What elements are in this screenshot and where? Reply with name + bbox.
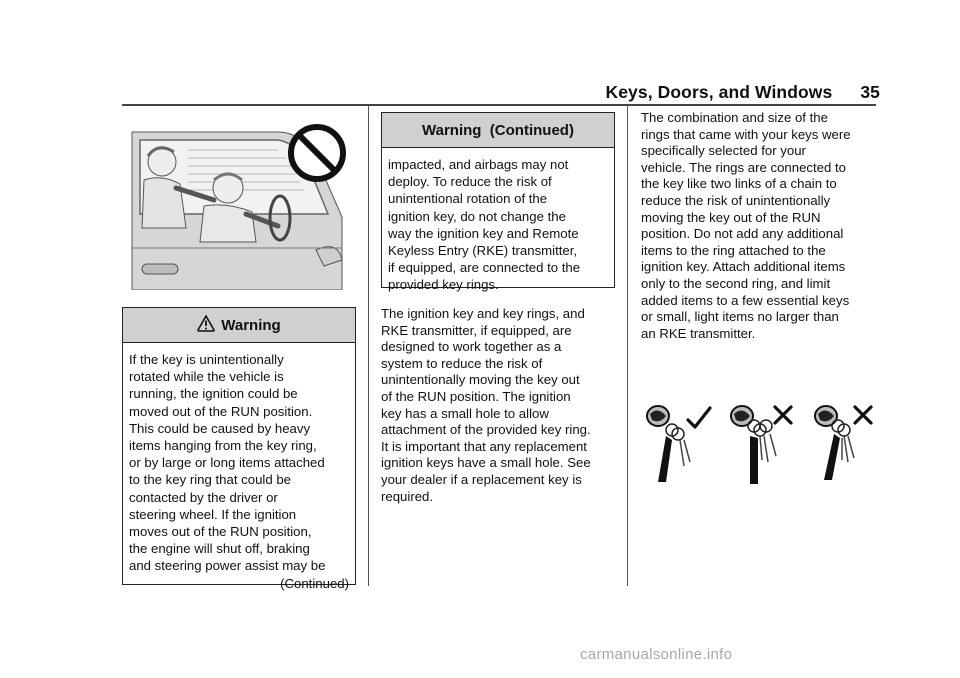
page-number: 35	[860, 82, 880, 102]
text-line: position. Do not add any additional	[641, 226, 844, 242]
warning-text	[123, 343, 355, 575]
warning-continued-box	[381, 112, 615, 293]
watermark: carmanualsonline.info	[580, 646, 733, 663]
text-line: required.	[381, 488, 434, 504]
text-line: reduce the risk of unintentionally	[641, 192, 831, 208]
text-line: or small, light items no larger than	[641, 309, 839, 325]
column-divider-2	[627, 106, 628, 586]
text-line: ignition key. Attach additional items	[641, 259, 846, 275]
text-line: unintentionally moving the key out	[381, 372, 580, 388]
warning-line: or by large or long items attached	[129, 455, 325, 471]
warning-continued-title: Warning (Continued)	[422, 121, 574, 139]
text-line: items to the ring attached to the	[641, 242, 826, 258]
warning-continued-text	[382, 148, 614, 294]
warning-line: This could be caused by heavy	[129, 420, 311, 436]
ignition-key-paragraph	[381, 306, 621, 505]
text-line: vehicle. The rings are connected to	[641, 159, 847, 175]
warning-line: to the key ring that could be	[129, 472, 292, 488]
text-line: system to reduce the risk of	[381, 355, 543, 371]
warning-line: contacted by the driver or	[129, 489, 278, 505]
text-line: moving the key out of the RUN	[641, 209, 821, 225]
warning-line: items hanging from the key ring,	[129, 438, 317, 454]
text-line: added items to a few essential keys	[641, 292, 850, 308]
continued-label: (Continued)	[280, 575, 349, 591]
key-set-incorrect	[728, 400, 798, 490]
warning-continued-header	[382, 113, 614, 148]
key-ring-illustration	[644, 400, 880, 490]
text-line: key has a small hole to allow	[381, 405, 549, 421]
warning-triangle-icon	[197, 315, 215, 336]
section-title: Keys, Doors, and Windows	[605, 82, 833, 102]
key-rings-paragraph	[641, 110, 886, 342]
warning-line: If the key is unintentionally	[129, 352, 284, 367]
key-set-incorrect	[812, 400, 880, 490]
text-line: RKE transmitter, if equipped, are	[381, 322, 572, 338]
warning-line: if equipped, are connected to the	[388, 260, 581, 276]
warning-header	[123, 308, 355, 343]
header-rule	[122, 104, 876, 106]
warning-line: Keyless Entry (RKE) transmitter,	[388, 243, 578, 259]
text-line: designed to work together as a	[381, 339, 562, 355]
prohibited-icon	[286, 122, 348, 184]
warning-line: and steering power assist may be	[129, 558, 326, 574]
warning-box	[122, 307, 356, 591]
warning-line: rotated while the vehicle is	[129, 369, 284, 385]
warning-line: provided key rings.	[388, 277, 499, 293]
text-line: ignition keys have a small hole. See	[381, 455, 591, 471]
warning-line: the engine will shut off, braking	[129, 541, 310, 557]
warning-line: running, the ignition could be	[129, 386, 298, 402]
warning-line: way the ignition key and Remote	[388, 225, 579, 241]
x-mark-icon	[852, 404, 874, 431]
x-mark-icon	[772, 404, 794, 431]
text-line: your dealer if a replacement key is	[381, 471, 582, 487]
text-line: The ignition key and key rings, and	[381, 306, 585, 321]
text-line: an RKE transmitter.	[641, 325, 756, 341]
text-line: attachment of the provided key ring.	[381, 422, 591, 438]
text-line: only to the second ring, and limit	[641, 275, 831, 291]
warning-line: moves out of the RUN position,	[129, 524, 312, 540]
warning-line: ignition key, do not change the	[388, 208, 566, 224]
text-line: specifically selected for your	[641, 143, 806, 159]
text-line: rings that came with your keys were	[641, 126, 851, 142]
text-line: of the RUN position. The ignition	[381, 388, 571, 404]
warning-line: moved out of the RUN position.	[129, 403, 313, 419]
warning-title: Warning	[221, 316, 281, 334]
page-header	[560, 82, 880, 103]
warning-line: steering wheel. If the ignition	[129, 506, 297, 522]
text-line: the key like two links of a chain to	[641, 176, 837, 192]
warning-line: unintentional rotation of the	[388, 191, 548, 207]
warning-line: impacted, and airbags may not	[388, 157, 569, 172]
warning-line: deploy. To reduce the risk of	[388, 174, 552, 190]
key-set-correct	[644, 400, 714, 490]
child-in-car-illustration	[128, 122, 348, 290]
column-divider-1	[368, 106, 369, 586]
checkmark-icon	[686, 406, 712, 435]
text-line: It is important that any replacement	[381, 438, 587, 454]
text-line: The combination and size of the	[641, 110, 828, 125]
